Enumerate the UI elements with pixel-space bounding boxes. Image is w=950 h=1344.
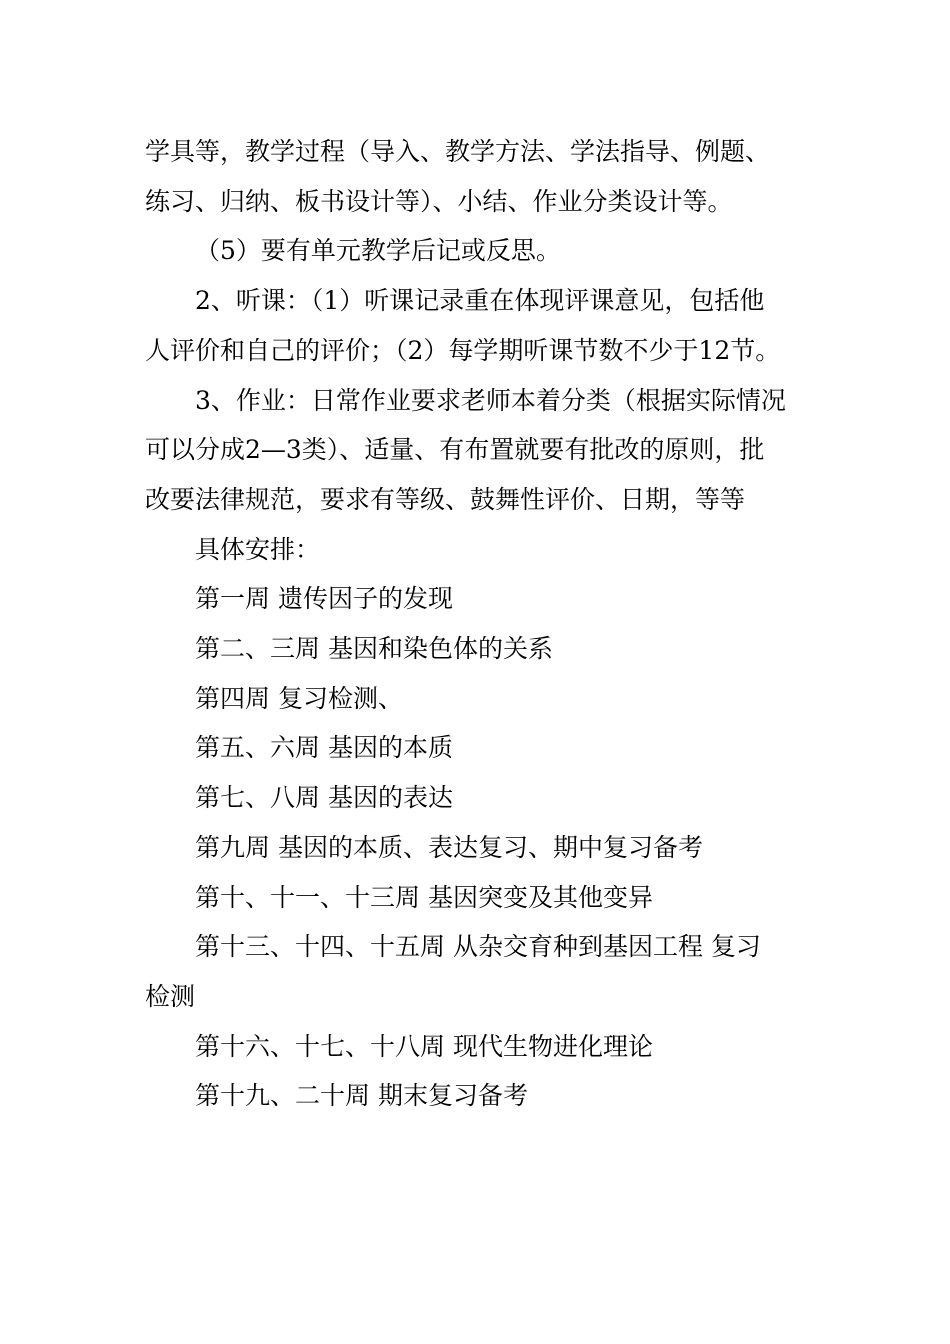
text-line: 学具等，教学过程（导入、教学方法、学法指导、例题、 <box>145 137 771 166</box>
paragraph-homework <box>145 376 815 525</box>
paragraph-listening <box>145 276 815 375</box>
text-line: 第十、十一、十三周 基因突变及其他变异 <box>195 882 653 912</box>
schedule-item <box>145 873 815 923</box>
text-line: 可以分成2—3类）、适量、有布置就要有批改的原则，批 <box>145 435 765 465</box>
text-line: 第七、八周 基因的表达 <box>195 783 453 813</box>
text-line: 第二、三周 基因和染色体的关系 <box>195 634 553 664</box>
schedule-item <box>145 773 815 823</box>
schedule-item <box>145 723 815 773</box>
text-line: 第五、六周 基因的本质 <box>195 733 453 763</box>
paragraph-reflection <box>145 226 815 276</box>
text-line: 第十六、十七、十八周 现代生物进化理论 <box>195 1031 653 1061</box>
text-line: 第十三、十四、十五周 从杂交育种到基因工程 复习 <box>195 932 761 962</box>
text-line: 第四周 复习检测、 <box>195 683 403 713</box>
schedule-item <box>145 1022 815 1072</box>
schedule-item <box>145 624 815 674</box>
schedule-item <box>145 574 815 624</box>
schedule-item <box>145 823 815 873</box>
text-line: 检测 <box>145 981 196 1011</box>
paragraph-continuation <box>145 127 815 226</box>
schedule-item <box>145 1071 815 1121</box>
schedule-heading <box>145 525 815 575</box>
schedule-item <box>145 922 815 1021</box>
document-body <box>145 127 815 1121</box>
text-line: 练习、归纳、板书设计等）、小结、作业分类设计等。 <box>145 186 733 216</box>
text-line: 人评价和自己的评价；（2）每学期听课节数不少于12节。 <box>145 335 781 365</box>
text-line: 第九周 基因的本质、表达复习、期中复习备考 <box>195 832 703 862</box>
text-line: 3、作业：日常作业要求老师本着分类（根据实际情况 <box>195 385 786 415</box>
schedule-item <box>145 674 815 724</box>
text-line: 改要法律规范，要求有等级、鼓舞性评价、日期，等等 <box>145 484 746 514</box>
text-line: 具体安排： <box>195 534 321 564</box>
text-line: 第十九、二十周 期末复习备考 <box>195 1081 528 1111</box>
text-line: （5）要有单元教学后记或反思。 <box>195 236 561 266</box>
text-line: 2、听课：（1）听课记录重在体现评课意见，包括他 <box>195 286 765 316</box>
text-line: 第一周 遗传因子的发现 <box>195 584 453 614</box>
